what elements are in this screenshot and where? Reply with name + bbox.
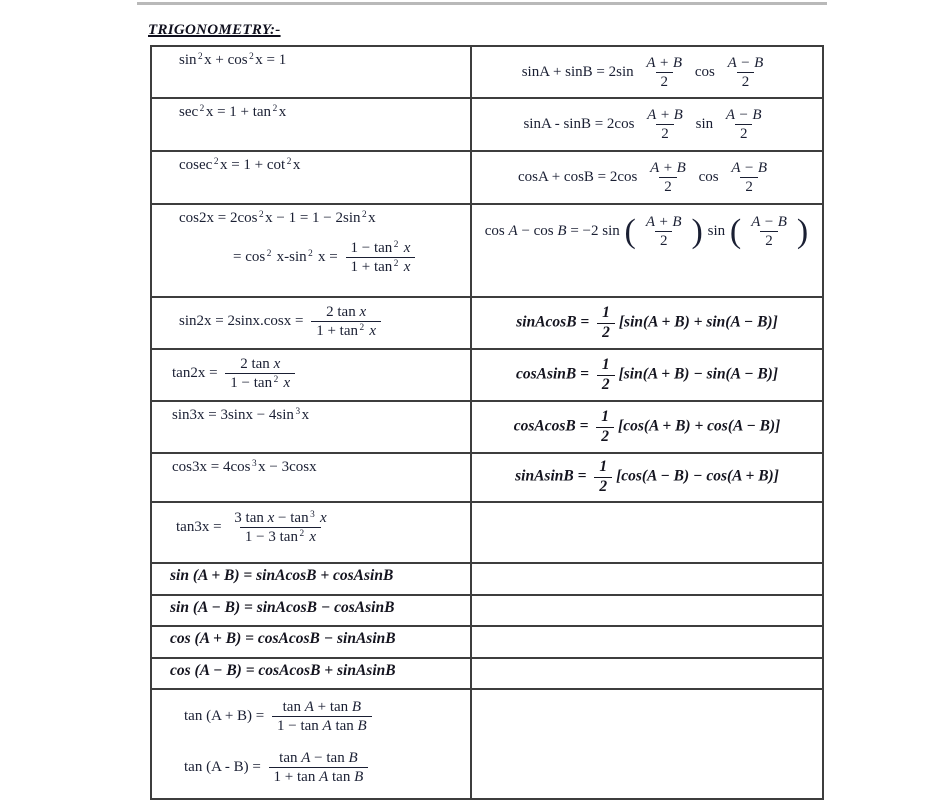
fraction	[346, 239, 416, 276]
formula-line: sinA - sinB = 2cos $\frac{A + B}{2}$ sin $\frac{A - B}{2}$	[478, 106, 816, 143]
italic-variable: x	[403, 240, 411, 257]
fraction-numerator	[746, 213, 792, 231]
formula-line: = cos $^2$ x-sin $^2$ x = $\frac{1 - \tan ^2 x}{1 + \tan ^2 x}$	[233, 239, 466, 276]
formula-cell-left	[151, 689, 471, 799]
formula-table-body	[151, 46, 823, 799]
italic-variable: A − B	[731, 160, 768, 176]
formula-line: cos A − cos B = −2 sin ( $\frac{A + B}{2}$ ) sin ( $\frac{A - B}{2}$ )	[484, 212, 809, 250]
superscript: 2	[273, 374, 279, 385]
italic-variable: A + B	[650, 160, 686, 176]
formula-cell-right	[471, 563, 823, 595]
fraction	[726, 159, 772, 196]
fraction-numerator	[721, 106, 767, 124]
fraction	[225, 355, 295, 392]
fraction-denominator: 1 − tan $^2$ x	[225, 373, 295, 392]
formula-cell-left	[151, 401, 471, 453]
superscript: 3	[251, 459, 257, 469]
fraction-numerator: 2 tan x	[326, 304, 367, 320]
formula-cell-right	[471, 595, 823, 626]
fraction	[641, 54, 687, 91]
fraction-denominator: 2	[656, 124, 674, 143]
italic-variable: x	[369, 323, 377, 339]
formula-line: sin2x = 2sinx.cosx = $\frac{\text{2 tan x}}{1 + \tan ^2 x}$	[179, 303, 466, 340]
fraction-denominator: 2	[735, 124, 753, 143]
formula-line: cos3x = 4cos $^3$ x − 3cosx	[172, 459, 317, 476]
italic-variable: x	[267, 510, 275, 526]
fraction-numerator: 2 tan x	[240, 356, 281, 372]
formula-line: tan2x = $\frac{\text{2 tan x}}{1 - \tan ^2 x}$	[172, 355, 466, 392]
italic-variable: A − B	[725, 107, 762, 123]
italic-variable: B	[357, 718, 367, 734]
fraction-denominator: 2	[760, 231, 778, 250]
formula-line: sin (A − B) = sinAcosB − cosAsinB	[170, 599, 395, 616]
italic-variable: B	[348, 750, 358, 766]
formula-row	[151, 626, 823, 658]
fraction-numerator: 1	[601, 407, 610, 425]
fraction	[594, 458, 612, 496]
formula-cell-right	[471, 626, 823, 658]
formula-line: sec $^2$ x = 1 + tan $^2$ x	[179, 104, 287, 121]
fraction	[723, 54, 769, 91]
fraction	[596, 408, 614, 446]
italic-variable: A	[304, 699, 314, 715]
trig-formula-table	[150, 45, 824, 800]
big-close-paren: )	[691, 212, 703, 250]
fraction	[311, 303, 381, 340]
italic-variable: x	[309, 529, 317, 545]
fraction	[645, 159, 691, 196]
fraction	[272, 698, 372, 735]
formula-line: sinA + sinB = 2sin $\frac{A + B}{2}$ cos $\frac{A - B}{2}$	[478, 54, 816, 91]
italic-variable: x	[359, 304, 367, 320]
formula-line: cosec $^2$ x = 1 + cot $^2$ x	[179, 157, 301, 174]
italic-variable: A	[508, 222, 518, 239]
superscript: 2	[362, 210, 367, 220]
formula-line: cos (A − B) = cosAcosB + sinAsinB	[170, 662, 396, 679]
formula-line: tan (A - B) = $\frac{\text{tan A − tan B}}{\text{1 + tan A tan B}}$	[184, 749, 466, 786]
superscript: 2	[308, 248, 313, 259]
formula-row	[151, 453, 823, 502]
formula-cell-left	[151, 349, 471, 401]
formula-cell-left	[151, 204, 471, 297]
formula-row	[151, 46, 823, 98]
italic-variable: B	[354, 769, 364, 785]
formula-line: sinAsinB = $\frac{1}{2}$ [cos(A − B) − cos(A + B)]	[515, 458, 779, 495]
formula-cell-left	[151, 626, 471, 658]
superscript: 2	[393, 259, 399, 269]
fraction-numerator: tan A − tan B	[279, 750, 358, 766]
formula-line: cosAcosB = $\frac{1}{2}$ [cos(A + B) + cos(A − B)]	[513, 407, 781, 445]
formula-line: cosAsinB = $\frac{1}{2}$ [sin(A + B) − sin(A − B)]	[515, 355, 779, 393]
italic-variable: x	[403, 259, 411, 276]
page-title: TRIGONOMETRY:-	[148, 22, 281, 38]
italic-variable: A	[319, 769, 329, 785]
superscript: 2	[258, 210, 264, 220]
big-open-paren: (	[624, 212, 636, 250]
fraction-numerator	[641, 213, 687, 231]
formula-row	[151, 297, 823, 349]
formula-row	[151, 401, 823, 453]
italic-variable: x	[283, 375, 291, 391]
superscript: 3	[310, 509, 315, 520]
fraction	[641, 213, 687, 250]
formula-cell-right	[471, 151, 823, 204]
italic-variable: B	[557, 222, 567, 239]
formula-row	[151, 658, 823, 689]
page-top-rule	[137, 2, 827, 5]
superscript: 3	[295, 407, 301, 417]
fraction-denominator: 1 + tan $^2$ x	[311, 321, 381, 340]
formula-cell-right	[471, 204, 823, 297]
formula-cell-right	[471, 349, 823, 401]
fraction-numerator	[726, 159, 772, 177]
fraction	[721, 106, 767, 143]
superscript: 2	[299, 528, 305, 539]
superscript: 2	[213, 157, 219, 167]
fraction-denominator: 2	[740, 177, 758, 196]
fraction-numerator: 1	[599, 458, 608, 476]
italic-variable: B	[351, 699, 362, 715]
fraction-numerator	[723, 54, 769, 72]
superscript: 2	[286, 157, 292, 167]
big-open-paren: (	[729, 212, 742, 250]
fraction-denominator: 2	[656, 72, 674, 91]
fraction-denominator: 1 − 3 tan $^2$ x	[240, 527, 321, 546]
formula-cell-right	[471, 502, 823, 563]
fraction-denominator: 2	[597, 323, 615, 343]
formula-row	[151, 204, 823, 297]
formula-cell-right	[471, 46, 823, 98]
fraction	[269, 749, 369, 786]
superscript: 2	[249, 52, 254, 62]
big-close-paren: )	[796, 212, 809, 250]
formula-cell-left	[151, 595, 471, 626]
italic-variable: x	[320, 510, 327, 526]
superscript: 2	[272, 104, 278, 114]
paren-group	[729, 213, 809, 250]
formula-line: cos2x = 2cos $^2$ x − 1 = 1 − 2sin $^2$ x	[179, 210, 376, 227]
fraction-numerator	[642, 106, 688, 124]
paren-group	[624, 213, 704, 250]
superscript: 2	[199, 104, 205, 114]
fraction-denominator: 1 + tan $^2$ x	[346, 257, 416, 276]
formula-line: tan (A + B) = $\frac{\text{tan A + tan B}}{\text{1 − tan A tan B}}$	[184, 698, 466, 735]
fraction-denominator: 2	[596, 427, 614, 447]
formula-row	[151, 563, 823, 595]
formula-cell-right	[471, 658, 823, 689]
formula-cell-right	[471, 297, 823, 349]
superscript: 2	[266, 248, 272, 259]
formula-row	[151, 349, 823, 401]
fraction-numerator: 1	[602, 303, 610, 321]
formula-cell-left	[151, 151, 471, 204]
italic-variable: A − B	[751, 214, 787, 230]
italic-variable: A + B	[647, 107, 683, 123]
fraction-denominator: 2	[597, 375, 615, 395]
formula-line: sin (A + B) = sinAcosB + cosAsinB	[170, 567, 394, 584]
fraction-numerator	[641, 54, 687, 72]
formula-cell-right	[471, 98, 823, 151]
formula-cell-right	[471, 453, 823, 502]
fraction	[746, 213, 792, 250]
formula-row	[151, 151, 823, 204]
fraction-numerator: tan A + tan B	[282, 699, 362, 715]
formula-line: tan3x = $\frac{3 \tan x - \tan ^3 x}{1 - 3 \tan ^2 x}$	[176, 509, 466, 546]
fraction-denominator: 1 + tan A tan B	[269, 767, 369, 786]
superscript: 2	[393, 240, 399, 250]
formula-cell-left	[151, 658, 471, 689]
fraction-numerator	[645, 159, 691, 177]
formula-cell-left	[151, 453, 471, 502]
formula-cell-left	[151, 297, 471, 349]
fraction-numerator: 1 − tan $^2$ x	[350, 240, 411, 257]
italic-variable: A + B	[646, 54, 683, 71]
formula-row	[151, 689, 823, 799]
formula-line: cosA + cosB = 2cos $\frac{A + B}{2}$ cos $\frac{A - B}{2}$	[478, 159, 816, 196]
superscript: 2	[198, 52, 203, 62]
formula-row	[151, 502, 823, 563]
formula-row	[151, 98, 823, 151]
superscript: 2	[359, 322, 365, 333]
fraction-numerator: 3 tan x − tan $^3$ x	[234, 509, 327, 526]
fraction-denominator: 2	[594, 477, 612, 497]
formula-cell-left	[151, 46, 471, 98]
formula-cell-right	[471, 689, 823, 799]
italic-variable: A + B	[645, 214, 682, 230]
fraction	[597, 304, 615, 342]
formula-line: sinAcosB = $\frac{1}{2}$ [sin(A + B) + sin(A − B)]	[516, 303, 778, 341]
fraction-denominator: 2	[659, 177, 677, 196]
formula-row	[151, 595, 823, 626]
italic-variable: A	[301, 750, 311, 766]
formula-cell-left	[151, 98, 471, 151]
formula-cell-left	[151, 563, 471, 595]
formula-line: cos (A + B) = cosAcosB − sinAsinB	[170, 630, 396, 647]
fraction	[642, 106, 688, 143]
fraction-numerator: 1	[601, 355, 610, 373]
fraction	[229, 509, 331, 546]
formula-line: sin3x = 3sinx − 4sin $^3$ x	[172, 407, 310, 424]
italic-variable: x	[273, 356, 281, 372]
formula-cell-left	[151, 502, 471, 563]
fraction-denominator: 2	[655, 231, 673, 250]
fraction-denominator: 2	[737, 72, 755, 91]
fraction-denominator: 1 − tan A tan B	[272, 716, 372, 735]
formula-cell-right	[471, 401, 823, 453]
italic-variable: A − B	[727, 54, 764, 71]
italic-variable: A	[322, 718, 332, 734]
fraction	[597, 356, 615, 394]
formula-line: sin $^2$ x + cos $^2$ x = 1	[179, 52, 287, 69]
